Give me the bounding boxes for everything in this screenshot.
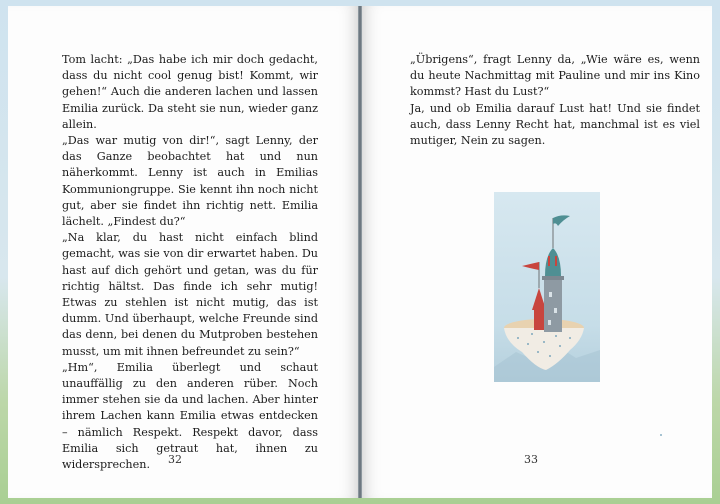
page-number-right: 33 [524,453,538,466]
left-page-text [62,52,318,473]
paragraph: „Hm“, Emilia überlegt und schaut unauffällig zu den anderen rüber. Noch immer stehen sie da und lachen. Aber hinter ihrem Lachen kann Emilia etwas entdecken – nämlich Respekt. Respekt davor, dass Emilia sich getraut hat, ihnen zu widersprechen. [62,360,318,472]
left-page [8,6,358,498]
floating-castle-island-illustration [494,192,600,382]
paragraph: „Das war mutig von dir!“, sagt Lenny, der das Ganze beobachtet hat und nun näherkommt. Lenny ist auch in Emilias Kommuniongruppe. Sie kennt ihn noch nicht gut, aber sie findet ihn richtig nett. Emilia lächelt. „Findest du?“ [62,134,318,229]
paragraph: „Na klar, du hast nicht einfach blind gemacht, was sie von dir erwartet haben. Du hast auf dich gehört und getan, was du für richtig hältst. Das finde ich sehr mutig! Etwas zu stehlen ist nicht mutig, das ist dumm. Und überhaupt, welche Freunde sind das denn, bei denen du Mutproben bestehen musst, um mit ihnen befreundet zu sein?“ [62,231,318,358]
main-tower [544,278,562,332]
page-number-left: 32 [168,453,182,466]
right-page-text [410,52,700,149]
page-speck [660,434,662,436]
open-book [8,6,712,498]
paragraph: „Übrigens“, fragt Lenny da, „Wie wäre es, wenn du heute Nachmittag mit Pauline und mir ins Kino kommst? Hast du Lust?“ [410,53,700,99]
paragraph: Ja, und ob Emilia darauf Lust hat! Und sie findet auch, dass Lenny Recht hat, manchmal ist es viel mutiger, Nein zu sagen. [410,101,700,148]
right-page [362,6,712,498]
small-tower [534,310,544,330]
paragraph: Tom lacht: „Das habe ich mir doch gedacht, dass du nicht cool genug bist! Kommt, wir gehen!“ Auch die anderen lachen und lassen Emilia zurück. Da steht sie nun, wieder ganz allein. [62,53,318,131]
